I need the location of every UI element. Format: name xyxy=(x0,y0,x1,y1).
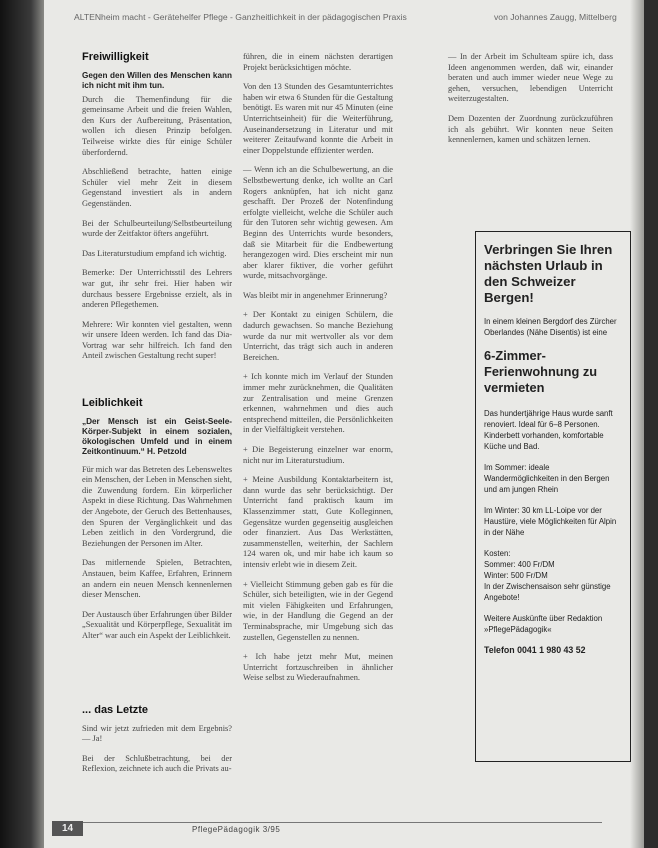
ad-price-summer: Sommer: 400 Fr/DM xyxy=(484,560,555,569)
ad-phone: Telefon 0041 1 980 43 52 xyxy=(484,645,586,655)
column-2 xyxy=(243,52,393,693)
section-quote: „Der Mensch ist ein Geist-Seele-Körper-Subjekt in einem sozialen, ökologischen Umfeld und in einem Zeitkontinuum.“ H. Petzold xyxy=(82,416,232,456)
page-number: 14 xyxy=(52,821,83,836)
journal-name: PflegePädagogik 3/95 xyxy=(192,825,281,834)
paragraph: Sind wir jetzt zufrieden mit dem Ergebnis? — Ja! xyxy=(82,723,232,744)
paragraph: + Meine Ausbildung Kontaktarbeitern ist, dann wurde das sehr berücksichtigt. Der Unterricht fand praktisch kaum im Klassenzimmer statt, Gute Kolleginnen, Gegensätze wurden gegenseitig ausgleichen oder finanziert. Aus Das Werkstätten, zusammenstellen, weiterhin, der Sachlern 124 waren ok, und mir habe ich kaum so intensiv erlebt wie in diesem Zeit. xyxy=(243,475,393,569)
holiday-advertisement xyxy=(475,231,631,762)
paragraph: + Die Begeisterung einzelner war enorm, nicht nur im Literaturstudium. xyxy=(243,445,393,465)
section-lead: Gegen den Willen des Menschen kann ich nicht mit ihm tun. xyxy=(82,70,232,90)
paragraph: führen, die in einem nächsten derartigen Projekt berücksichtigen möchte. xyxy=(243,52,393,72)
ad-winter: Im Winter: 30 km LL-Loipe vor der Haustüre, viele Möglichkeiten für Alpin in der Nähe xyxy=(484,506,617,537)
paragraph: Dem Dozenten der Zuordnung zurückzuführen ich als gebührt. Wir konnten neue Seiten kennenlernen, kamen und schätzen lernen. xyxy=(448,113,613,145)
paragraph: Das Literaturstudium empfand ich wichtig. xyxy=(82,248,227,258)
paragraph: + Ich habe jetzt mehr Mut, meinen Unterricht fortzuschreiben in ähnlicher Weise selbst zu Wiederaufnahmen. xyxy=(243,652,393,683)
ad-headline: Verbringen Sie Ihren nächsten Urlaub in den Schweizer Bergen! xyxy=(484,242,613,305)
binding-gutter xyxy=(0,0,44,848)
paragraph: + Ich konnte mich im Verlauf der Stunden immer mehr zurücknehmen, die Qualitäten zur Zentralisation und meine Grenzen erkennen, wahrnehmen und dies auch entsprechend mitteilen, die Persönlichkeiten in der Vielfältigkeit verstehen. xyxy=(243,372,393,435)
header-author: von Johannes Zaugg, Mittelberg xyxy=(494,12,617,22)
paragraph: — In der Arbeit im Schulteam spüre ich, dass Ideen angenommen werden, daß wir, einander beraten und auch immer wieder neue Wege zu gehen, versuchen, lebendigen Unterricht weiterzugestalten. xyxy=(448,52,613,104)
page-edge-shadow xyxy=(630,0,644,848)
section-leiblichkeit xyxy=(82,398,232,651)
column-1 xyxy=(82,52,232,371)
ad-price-winter: Winter: 500 Fr/DM xyxy=(484,571,548,580)
paragraph: — Wenn ich an die Schulbewertung, an die Selbstbewertung denke, ich wollte an Carl Rogers anknüpfen, hat ich nicht ganz geschafft. Der Prozeß der Notenfindung erfolgte vielleicht, welche die Schüler auch für den Tutoren sehr wichtig gewesen. Am Beginn des Unterrichts wurde besonders, daß sie Mitarbeit für die Endbewertung herangezogen wird. Dies erscheint mir nun aber klarer fiktiver, die vorher geführt wurde, mitsachvorgänge. xyxy=(243,165,393,281)
page-footer xyxy=(62,822,602,837)
column-3 xyxy=(448,52,613,155)
running-header xyxy=(74,12,634,22)
header-title: ALTENheim macht - Gerätehelfer Pflege - Ganzheitlichkeit in der pädagogischen Praxis xyxy=(74,12,407,22)
paragraph: Der Austausch über Erfahrungen über Bilder „Sexualität und Körperpflege, Sexualität im Alter“ war auch ein Aspekt der Leiblichkeit. xyxy=(82,609,233,640)
ad-subheadline: 6-Zimmer-Ferienwohnung zu vermieten xyxy=(484,348,598,395)
paragraph: Von den 13 Stunden des Gesamtunterrichtes haben wir etwa 6 Stunden für die Gestaltung benötigt. Es waren mit nur 45 Minuten (eine Unterrichtseinheit) für die Weiterführung, Auseinandersetzung in Literatur und mit weiterer Zeitaufwand konnte die Arbeit in einer Doppelstunde effizienter werden. xyxy=(243,82,393,155)
paragraph: Was bleibt mir in angenehmer Erinnerung? xyxy=(243,290,388,300)
paragraph: Bemerke: Der Unterrichtsstil des Lehrers war gut, ihr sehr frei. Hier haben wir durchaus bessere Ergebnisse erzielt, als in anderen Pflegethemen. xyxy=(82,268,232,310)
ad-intro: In einem kleinen Bergdorf des Zürcher Oberlandes (Nähe Disentis) ist eine xyxy=(484,317,617,337)
ad-offers: In der Zwischensaison sehr günstige Angebote! xyxy=(484,582,611,602)
paragraph: Durch die Themenfindung für die gemeinsame Arbeit und die freien Wahlen, den Kurs der Aufbereitung, Präsentation, wollen ich diesen Prinzip befolgen. Teilweise wirkte dies für einige Schüler überfordernd. xyxy=(82,94,232,157)
paragraph: Mehrere: Wir konnten viel gestalten, wenn wir unsere Ideen werden. Ich fand das Dia-Vortrag war sehr hilfreich. Ich fand den Anteil zwischen Gestaltung recht super! xyxy=(82,319,232,361)
paragraph: Das mitlernende Spielen, Betrachten, Anstauen, beim Kaffee, Erfahren, Erinnern an andern ein neuen Mensch kennenlernen dieser Menschen. xyxy=(82,558,232,600)
ad-contact: Weitere Auskünfte über Redaktion »PflegePädagogik« xyxy=(484,614,603,634)
section-das-letzte xyxy=(82,705,232,784)
ad-prices-label: Kosten: xyxy=(484,549,511,558)
ad-summer: Im Sommer: ideale Wandermöglichkeiten in den Bergen und am jungen Rhein xyxy=(484,463,610,494)
section-title-freiwilligkeit: Freiwilligkeit xyxy=(82,51,149,63)
paragraph: Für mich war das Betreten des Lebensweltes ein Menschen, der Leben in Menschen sieht, die Zuwendung fordern. Ein körperlicher Aspekt in diese Richtung. Das Wahrnehmen der Angebote, der Geruch des Bettenhauses, den Spuren der Vergänglichkeit und das Leben zeitlich in den Vordergrund, die Beziehungen der Personen im Alter. xyxy=(82,464,232,548)
paragraph: Bei der Schlußbetrachtung, bei der Reflexion, zeichnete ich auch die Privats au- xyxy=(82,753,232,774)
section-title-das-letzte: ... das Letzte xyxy=(82,704,149,716)
paragraph: Abschließend betrachte, hatten einige Schüler viel mehr Zeit in diesem Gegenstand investiert als in andern Gegenständen. xyxy=(82,167,232,208)
section-title-leiblichkeit: Leiblichkeit xyxy=(82,397,143,409)
paragraph: + Der Kontakt zu einigen Schülern, die dadurch gewachsen. So manche Beziehung wurde da nur mit wertvoller als vor dem Unterricht, das trägt sich auch in anderen Bereichen. xyxy=(243,310,393,362)
paragraph: Bei der Schulbeurteilung/Selbstbeurteilung wurde der Zeitfaktor öfters angeführt. xyxy=(82,218,232,239)
ad-description: Das hundertjährige Haus wurde sanft renoviert. Ideal für 6–8 Personen. Kinderbett vorhanden, komfortable Küche und Bad. xyxy=(484,409,613,451)
paragraph: + Vielleicht Stimmung geben gab es für die Schüler, sich beteiligten, wie in der Gegend mit vielen Fähigkeiten und Erfahrungen, wie, in der Handlung die Gegend an der Terminabsprache, mir Umgebung sich das zustellen, Gegenstellen zu nennen. xyxy=(243,579,393,642)
